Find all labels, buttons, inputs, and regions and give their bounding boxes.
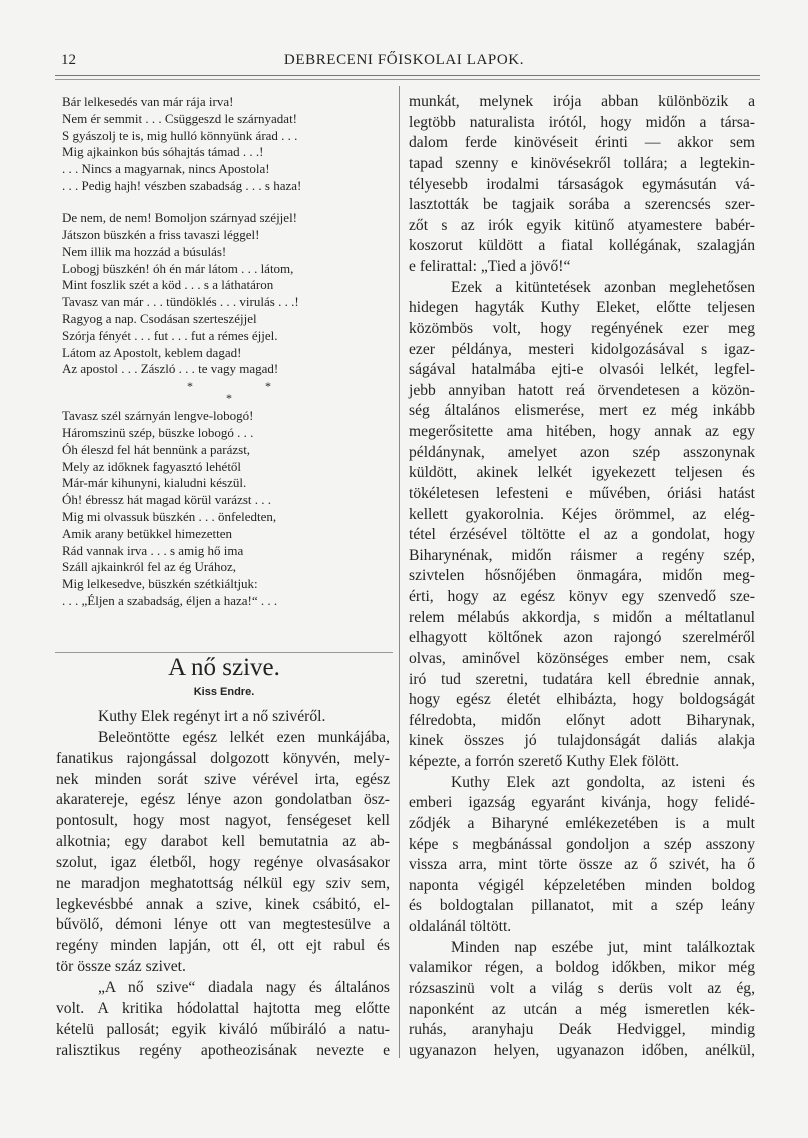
text-line: legkevésbbé annak a szive, kinek csábitó, el- [56,895,390,913]
poem-stanza [62,408,392,610]
poem-line: Játszon büszkén a friss tavaszi léggel! [62,227,260,243]
text-line: valamikor régen, a boldog időkben, mikor még [409,959,755,977]
text-line: rózsaszinü volt a világ s derüs volt az ég, [409,979,755,997]
section-rule [55,652,393,653]
text-line: tétel érzésével töltötte el az a gondolat, hogy [409,526,755,544]
poem-line: De nem, de nem! Bomoljon szárnyad széjjel! [62,210,298,226]
paragraph [56,728,390,978]
paragraph [409,278,755,773]
asterisk: * [265,379,271,394]
text-line: legtöbb naturalista irótól, hogy midőn a társa- [409,113,755,131]
text-line: oldalánál töltött. [409,918,512,935]
text-line: pontosult, hogy most nagyot, fenségeset kell [56,812,390,830]
poem-line: Nem illik ma hozzád a búsulás! [62,243,227,259]
text-line: Minden nap eszébe jut, mint találkoztak [451,938,755,956]
text-line: alkotnia; egy darabot kell bemutatnia az ab- [56,833,390,851]
text-line: szivtelen hősnőjében önmagára, midőn meg- [409,567,755,585]
text-line: Biharynénak, midőn ráismer a regény szép, [409,546,755,564]
header-rule [55,75,760,76]
text-line: elhagyott költőnek azon rajongó szerelméről [409,629,755,647]
poem-line: Száll ajkainkról fel az ég Urához, [62,559,236,575]
text-line: ne maradjon meghatottság nélkül egy sziv sem, [56,874,390,892]
column-divider [399,86,400,1058]
text-line: regény minden lapján, ott él, ott ejt rabul és [56,937,390,955]
poem-line: Mig mi olvassuk büszkén . . . önfeledten, [62,509,277,525]
text-line: dalom ferde kinövéseit érinti — akkor sem [409,134,755,152]
text-line: tör össze száz szivet. [56,958,186,976]
poem-line: Bár lelkesedés van már rája irva! [62,94,234,109]
poem-line: Háromszinü szép, büszke lobogó . . . [62,425,254,441]
poem-line: Szórja fényét . . . fut . . . fut a rémes éjjel. [62,327,278,343]
poem-stanza [62,210,392,378]
text-line: hogy egész életét elhibázta, hogy boldogságát [409,691,755,709]
text-line: nek minden sorát szive vérével irta, egész [56,770,390,788]
text-line: közömbös volt, hogy regényének ezer meg [409,319,755,337]
text-line: kellett gyakorolnia. Kéjes örömmel, az elég- [409,505,755,523]
paragraph [56,707,390,728]
poem-line: Mint foszlik szét a köd . . . s a láthatáron [62,277,274,293]
article-author: Kiss Endre. [193,686,255,698]
text-line: zőt s az irók egyik kitünő atyamestere babér- [409,216,755,234]
poem-line: Ragyog a nap. Csodásan szerteszéjjel [62,311,257,327]
poem-line: Nem ér semmit . . . Csüggeszd le szárnyadat! [62,110,298,126]
poem-line: Mely az időknek fagyasztó lehétől [62,458,242,474]
poem-line: . . . Nincs a magyarnak, nincs Apostola! [62,161,270,177]
text-line: tökéletesen lefesteni e művében, óriási hatást [409,484,755,502]
poem-line: Tavasz szél szárnyán lengve-lobogó! [62,408,254,424]
text-line: küldött, akinek lelkét igyekezett teljesen és [409,464,755,482]
text-line: szolut, igaz életből, hogy regénye olvasásakor [56,853,390,871]
page-number: 12 [61,52,76,68]
poem-line: . . . Pedig hajh! vészben szabadság . . . s haza! [62,177,302,193]
text-line: Kuthy Elek regényt irt a nő szivéről. [98,708,326,725]
text-line: e felirattal: „Tied a jövő!“ [409,258,571,275]
text-line: tapad szenny e kinövésekről tollára; a legtekin- [409,154,755,172]
asterisk: * [187,379,193,394]
text-line: iró tud szeretni, tudatára kell ébrednie annak, [409,670,755,688]
text-line: bűvölő, démoni lénye ott van megtestesülve a [56,916,390,934]
text-line: volt. A kritika hódolattal hajtotta meg előtte [56,999,390,1017]
text-line: naponta végigél képzeletében minden boldog [409,876,755,894]
article-title: A nő szive. [168,654,280,681]
poem-line: Óh éleszd fel hát bennünk a parázst, [62,441,251,457]
text-line: „A nő szive“ diadala nagy és általános [98,978,390,996]
text-line: koszorut küldött a fiatal kollégának, szalagján [409,237,755,255]
text-line: akaratereje, egész lénye azon gondolatban ösz- [56,791,390,809]
text-line: képe s megbánással gondoljon a szép asszony [409,835,755,853]
paragraph [409,938,755,1062]
poem [62,94,392,610]
asterisk: * [226,391,232,406]
poem-line: Látom az Apostolt, keblem dagad! [62,344,242,360]
text-line: Ezek a kitüntetések azonban meglehetősen [451,278,755,296]
article-body-right-column [409,92,755,1061]
poem-line: Már-már kihunyni, kialudni készül. [62,475,247,491]
text-line: jebb annyiban hatott reá örvendetesen a közön- [409,381,755,399]
poem-line: Amik arany betükkel himezetten [62,525,233,541]
text-line: kételü pallosát; egyik kiváló műbiráló a natu- [56,1020,390,1038]
text-line: vissza arra, mint törte össze az ő szivét, ha ő [409,856,755,874]
text-line: relem mélabús akkordja, s midőn a méltatlanul [409,608,755,626]
text-line: ezer példánya, mesteri kidolgozásával s igaz- [409,340,755,358]
poem-stanza [62,94,392,195]
text-line: télyesebb irodalmi társaságok egymásután vá- [409,175,755,193]
text-line: lasztották be tagjaik sorába a szerencsés szer- [409,196,755,214]
asterism-separator [62,378,392,408]
paragraph [409,92,755,278]
header-rule [55,79,760,80]
text-line: hidegen hagyták Kuthy Eleket, előtte teljesen [409,299,755,317]
text-line: emberi igazság egyaránt kivánja, hogy felidé- [409,794,755,812]
text-line: megerősitette ama hitében, hogy annak az egy [409,423,755,440]
text-line: képezte, a forrón szerető Kuthy Elek fölött. [409,753,680,770]
text-line: példánynak, amelyet azon szép asszonynak [409,443,755,461]
poem-line: Tavasz van már . . . tündöklés . . . virulás . . .! [62,294,299,310]
text-line: és boldogtalan pillanatot, mit a szép leány [409,897,755,915]
text-line: ruhás, aranyhaju Deák Hedviggel, mindig [409,1021,755,1039]
text-line: kinek összes jó tulajdonságát daliás alakja [409,732,755,750]
text-line: ságával hatalmába ejti-e olvasói lelkét, legfel- [409,361,755,379]
text-line: félredobta, midőn előnyt adott Biharynak, [409,711,755,729]
poem-line: Rád vannak irva . . . s amig hő ima [62,542,244,558]
text-line: Kuthy Elek azt gondolta, az isteni és [451,773,755,791]
poem-line: Lobogj büszkén! óh én már látom . . . látom, [62,260,294,276]
text-line: ugyanazon helyen, ugyanazon időben, anélkül, [409,1041,755,1059]
text-line: Beleöntötte egész lelkét ezen munkájába, [98,728,390,746]
text-line: munkát, melynek irója abban különbözik a [409,93,755,110]
text-line: olvas, aminővel közönséges ember nem, csak [409,649,755,667]
paragraph [409,773,755,938]
text-line: ralisztikus regény apotheozisának nevezte e [56,1041,390,1059]
text-line: érti, hogy az egész könyv egy szenvedő sze- [409,588,755,605]
text-line: fanatikus rajongással dolgozott könyvén, mely- [56,749,390,767]
poem-line: S gyászolj te is, mig hulló könnyünk árad . . . [62,127,298,143]
poem-line: Mig ajkainkon bús sóhajtás támad . . .! [62,144,264,160]
poem-line: Az apostol . . . Zászló . . . te vagy magad! [62,361,279,377]
text-line: naponként az utcán a még ismeretlen kék- [409,1000,755,1018]
running-header: DEBRECENI FŐISKOLAI LAPOK. [283,52,525,68]
text-line: ség általános elismerése, mert ez még inkább [409,402,755,420]
article-body-left-column [56,707,390,1061]
poem-line: . . . „Éljen a szabadság, éljen a haza!“ . . . [62,593,278,609]
poem-line: Mig lelkesedve, büszkén szétkiáltjuk: [62,576,258,592]
paragraph [56,978,390,1061]
text-line: ződjék a Biharyné emlékezetében is a mult [409,814,755,832]
poem-line: Óh! ébressz hát magad körül varázst . . . [62,492,272,508]
